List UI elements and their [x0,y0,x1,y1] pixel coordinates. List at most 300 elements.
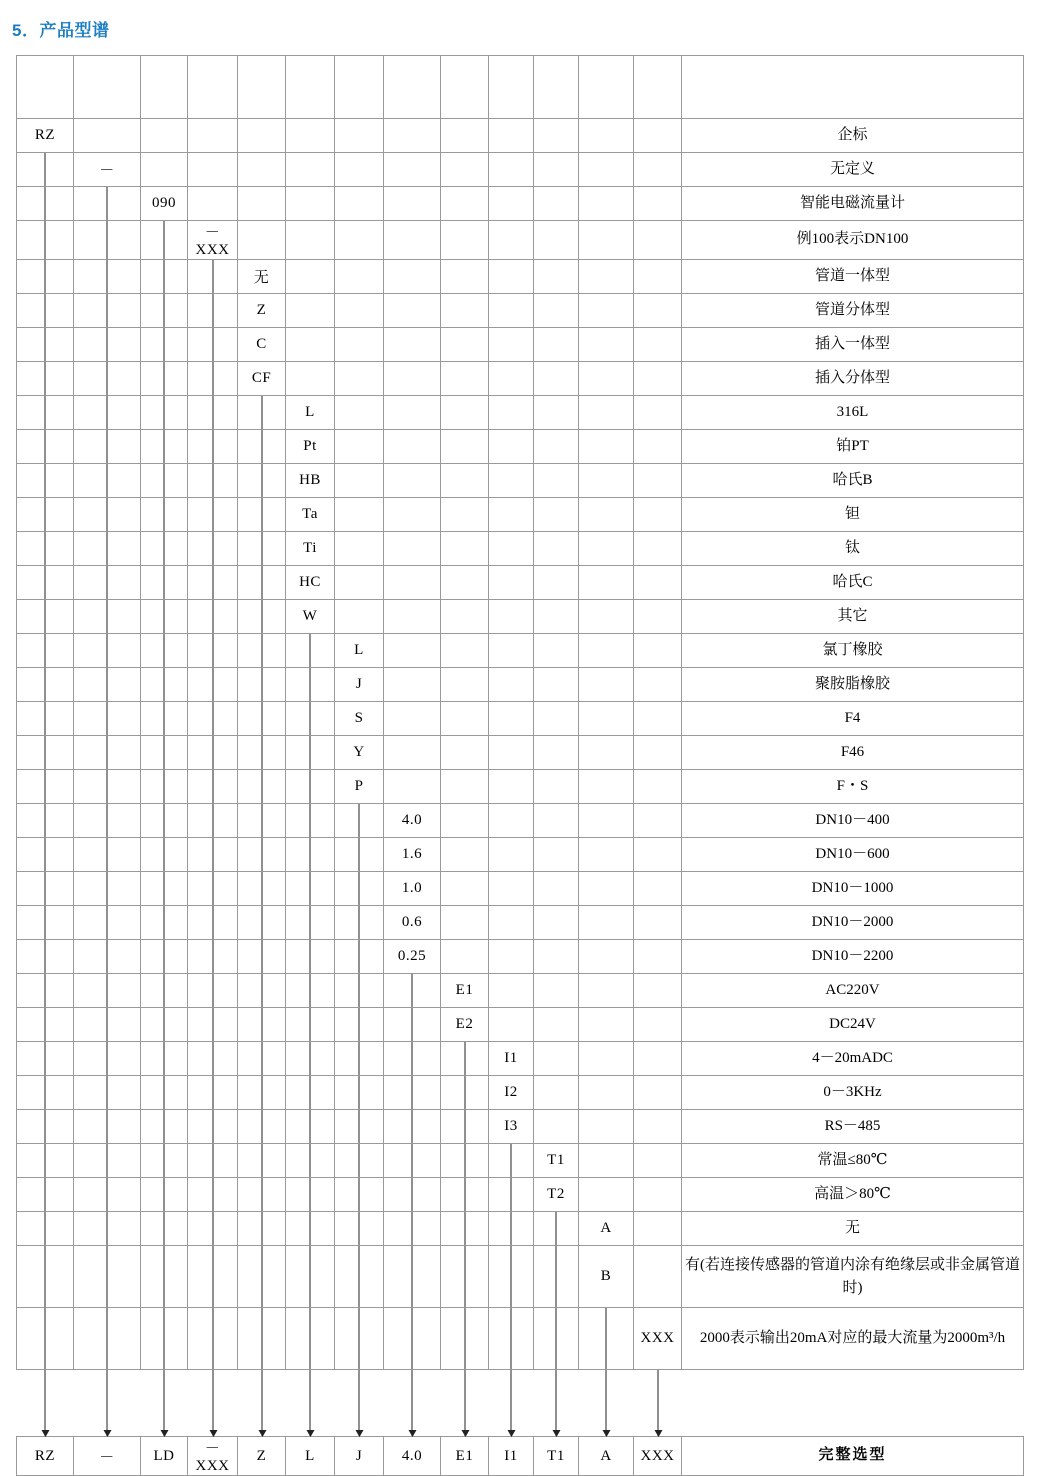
connector-line [212,1246,213,1307]
connector-cell [74,1178,141,1212]
connector-line [261,396,262,429]
empty-cell [335,566,384,600]
empty-cell [534,532,579,566]
connector-line [261,872,262,905]
empty-cell [579,328,634,362]
connector-line [212,974,213,1007]
connector-cell [141,906,188,940]
connector-line [107,940,108,973]
connector-line [164,1246,165,1307]
connector-cell [384,1110,441,1144]
code-cell: P [335,770,384,804]
description-cell: F4 [682,702,1024,736]
connector-cell [238,838,286,872]
empty-cell [238,187,286,221]
description-cell: 插入一体型 [682,328,1024,362]
arrow-cell [384,1370,441,1437]
connector-line [261,1076,262,1109]
connector-line [261,668,262,701]
connector-line [164,906,165,939]
empty-cell [335,600,384,634]
connector-cell [238,430,286,464]
connector-line [464,1246,465,1307]
empty-cell [335,362,384,396]
connector-line [164,498,165,531]
col-header-temperature: 温度 [534,56,579,119]
empty-cell [579,974,634,1008]
empty-cell [634,634,682,668]
connector-cell [534,1308,579,1370]
empty-cell [286,260,335,294]
connector-line [45,668,46,701]
connector-cell [238,974,286,1008]
empty-cell [489,838,534,872]
connector-cell [74,187,141,221]
connector-cell [238,770,286,804]
connector-cell [17,804,74,838]
final-code-cell: I1 [489,1437,534,1476]
connector-line [45,634,46,667]
connector-cell [74,838,141,872]
connector-cell [238,804,286,838]
connector-cell [286,634,335,668]
connector-line [45,464,46,497]
connector-line [164,1110,165,1143]
connector-cell [141,464,188,498]
connector-cell [441,1308,489,1370]
connector-line [412,1212,413,1245]
connector-cell [489,1308,534,1370]
description-cell: F46 [682,736,1024,770]
table-row [17,736,1024,770]
connector-cell [384,1042,441,1076]
connector-cell [74,1008,141,1042]
empty-cell [188,153,238,187]
col-header-structure: 结构 形式 [188,56,238,119]
connector-line [164,328,165,361]
connector-line [212,1008,213,1041]
connector-cell [74,498,141,532]
connector-cell [188,362,238,396]
table-row [17,119,1024,153]
empty-cell [384,668,441,702]
empty-cell [384,736,441,770]
description-cell: 企标 [682,119,1024,153]
empty-cell [489,260,534,294]
empty-cell [534,940,579,974]
connector-line [164,974,165,1007]
final-code-cell: XXX [634,1437,682,1476]
connector-line [45,260,46,293]
table-row [17,940,1024,974]
connector-line [107,1178,108,1211]
connector-line [511,1308,512,1369]
empty-cell [534,119,579,153]
empty-cell [489,119,534,153]
empty-cell [286,328,335,362]
code-cell: 1.6 [384,838,441,872]
connector-cell [17,770,74,804]
connector-cell [17,1008,74,1042]
connector-cell [141,1308,188,1370]
empty-cell [634,430,682,464]
connector-cell [335,1144,384,1178]
connector-line [212,566,213,599]
connector-line [164,1042,165,1075]
connector-line [212,770,213,803]
table-row [17,294,1024,328]
description-cell: 钽 [682,498,1024,532]
connector-cell [141,1008,188,1042]
connector-cell [74,872,141,906]
code-cell: B [579,1246,634,1308]
connector-line [45,566,46,599]
arrow-row [17,1370,1024,1437]
connector-cell [188,328,238,362]
connector-line [261,600,262,633]
empty-cell [489,328,534,362]
empty-cell [441,600,489,634]
connector-cell [141,872,188,906]
connector-cell [141,634,188,668]
empty-cell [141,119,188,153]
connector-line [412,1144,413,1177]
connector-cell [74,396,141,430]
connector-cell [238,1042,286,1076]
connector-cell [188,1246,238,1308]
connector-cell [335,1246,384,1308]
empty-cell [384,153,441,187]
connector-line [107,430,108,463]
connector-cell [188,1308,238,1370]
table-row [17,1008,1024,1042]
connector-line [212,1076,213,1109]
arrow-cell [188,1370,238,1437]
empty-cell [534,430,579,464]
connector-cell [238,634,286,668]
connector-line [164,1308,165,1369]
connector-cell [141,974,188,1008]
connector-cell [384,1178,441,1212]
empty-cell [335,119,384,153]
connector-line [412,1308,413,1369]
connector-line [556,1212,557,1245]
arrow-cell [238,1370,286,1437]
connector-line [45,736,46,769]
connector-line [212,430,213,463]
connector-line [107,294,108,327]
connector-cell [17,838,74,872]
connector-line [212,634,213,667]
connector-line [107,906,108,939]
connector-cell [17,974,74,1008]
empty-cell [579,362,634,396]
code-cell: I1 [489,1042,534,1076]
empty-cell [489,221,534,260]
connector-cell [286,1008,335,1042]
connector-line [164,1212,165,1245]
col-header-lining-material: 内衬 材料 [335,56,384,119]
empty-cell [634,328,682,362]
empty-cell [634,906,682,940]
connector-cell [74,702,141,736]
connector-line [310,838,311,871]
final-code-cell: RZ [17,1437,74,1476]
empty-cell [489,770,534,804]
empty-cell [335,221,384,260]
col-header-grounding: 接地环 /接地电 极 [579,56,634,119]
empty-cell [441,294,489,328]
connector-cell [188,906,238,940]
empty-cell [335,153,384,187]
connector-cell [141,736,188,770]
connector-line [412,1110,413,1143]
connector-cell [17,498,74,532]
empty-cell [579,430,634,464]
connector-line [412,1008,413,1041]
code-cell: －XXX [188,221,238,260]
connector-line [45,430,46,463]
connector-line [45,702,46,735]
empty-cell [579,872,634,906]
final-code-cell: L [286,1437,335,1476]
connector-line [164,566,165,599]
empty-cell [634,702,682,736]
connector-line [359,1110,360,1143]
empty-cell [634,498,682,532]
table-row [17,260,1024,294]
connector-line [45,940,46,973]
empty-cell [634,736,682,770]
connector-line [511,1144,512,1177]
empty-cell [634,940,682,974]
table-row [17,770,1024,804]
connector-line [606,1308,607,1369]
connector-cell [74,1144,141,1178]
down-arrow-icon [511,1370,512,1436]
connector-line [107,1308,108,1369]
connector-line [164,1076,165,1109]
empty-cell [634,566,682,600]
empty-cell [286,362,335,396]
connector-line [212,532,213,565]
empty-cell [634,872,682,906]
empty-cell [441,566,489,600]
connector-cell [17,532,74,566]
connector-line [359,1144,360,1177]
empty-cell [634,668,682,702]
empty-cell [579,1042,634,1076]
down-arrow-icon [606,1370,607,1436]
connector-line [310,770,311,803]
empty-cell [634,804,682,838]
connector-cell [238,1212,286,1246]
empty-cell [534,396,579,430]
table-body [17,119,1024,1476]
connector-cell [141,566,188,600]
empty-cell [634,153,682,187]
empty-cell [579,634,634,668]
empty-cell [634,1076,682,1110]
connector-cell [238,872,286,906]
empty-cell [335,532,384,566]
connector-line [212,804,213,837]
code-cell: E2 [441,1008,489,1042]
connector-line [261,1008,262,1041]
empty-cell [534,1008,579,1042]
connector-line [212,1212,213,1245]
connector-cell [238,498,286,532]
connector-cell [188,838,238,872]
connector-cell [238,906,286,940]
empty-cell [441,187,489,221]
description-cell: 无 [682,1212,1024,1246]
connector-line [310,906,311,939]
connector-line [45,396,46,429]
code-cell: HC [286,566,335,600]
description-cell: RS－485 [682,1110,1024,1144]
page-title: 5．产品型谱 [12,21,110,40]
connector-cell [141,600,188,634]
connector-cell [238,1076,286,1110]
connector-line [464,1212,465,1245]
connector-line [261,1308,262,1369]
empty-cell [286,294,335,328]
empty-cell [534,1042,579,1076]
description-cell: 4－20mADC [682,1042,1024,1076]
empty-cell [634,187,682,221]
connector-cell [141,1212,188,1246]
connector-cell [188,1144,238,1178]
connector-line [359,906,360,939]
empty-cell [286,119,335,153]
empty-cell [335,328,384,362]
empty-cell [634,1008,682,1042]
empty-cell [634,532,682,566]
empty-cell [286,153,335,187]
description-cell: 0－3KHz [682,1076,1024,1110]
description-cell: 高温＞80℃ [682,1178,1024,1212]
empty-cell [534,260,579,294]
connector-cell [335,1308,384,1370]
empty-cell [634,464,682,498]
connector-cell [17,362,74,396]
connector-line [261,1246,262,1307]
connector-cell [188,1178,238,1212]
connector-cell [188,668,238,702]
connector-line [164,532,165,565]
connector-line [261,838,262,871]
connector-cell [286,668,335,702]
connector-cell [188,804,238,838]
final-code-cell: J [335,1437,384,1476]
empty-cell [286,221,335,260]
final-code-cell: A [579,1437,634,1476]
empty-cell [384,119,441,153]
empty-cell [634,1212,682,1246]
connector-line [412,1246,413,1307]
connector-cell [141,430,188,464]
connector-cell [188,872,238,906]
col-header-power-supply: 供电 电源 [441,56,489,119]
connector-cell [286,1308,335,1370]
empty-cell [489,804,534,838]
connector-cell [335,1110,384,1144]
connector-cell [17,1076,74,1110]
connector-line [107,498,108,531]
col-header-qibiao: 企标 [17,56,74,119]
connector-line [310,1308,311,1369]
connector-cell [238,736,286,770]
code-cell: Z [238,294,286,328]
connector-cell [17,221,74,260]
table-row [17,1308,1024,1370]
code-cell: 4.0 [384,804,441,838]
connector-cell [188,294,238,328]
code-cell: I2 [489,1076,534,1110]
connector-cell [286,974,335,1008]
table-row [17,566,1024,600]
empty-cell [489,736,534,770]
connector-line [359,1042,360,1075]
connector-cell [141,940,188,974]
connector-line [164,260,165,293]
connector-cell [441,1178,489,1212]
description-cell: DC24V [682,1008,1024,1042]
connector-cell [74,1110,141,1144]
description-cell: DN10－2200 [682,940,1024,974]
connector-line [45,1246,46,1307]
connector-line [359,1008,360,1041]
connector-line [310,804,311,837]
empty-cell [534,600,579,634]
connector-line [310,1110,311,1143]
empty-cell [534,804,579,838]
connector-cell [441,1144,489,1178]
table-row [17,430,1024,464]
down-arrow-icon [359,1370,360,1436]
empty-cell [634,396,682,430]
down-arrow-icon [310,1370,311,1436]
connector-line [45,770,46,803]
empty-cell [579,736,634,770]
description-cell: DN10－600 [682,838,1024,872]
connector-cell [441,1110,489,1144]
table-row [17,498,1024,532]
connector-line [212,872,213,905]
table-row [17,1110,1024,1144]
empty-cell [579,600,634,634]
col-header-model: 型号 [141,56,188,119]
connector-cell [141,1042,188,1076]
connector-line [412,1076,413,1109]
connector-cell [74,770,141,804]
connector-line [45,1178,46,1211]
empty-cell [489,430,534,464]
connector-cell [188,498,238,532]
table-row [17,1076,1024,1110]
connector-line [310,736,311,769]
empty-cell [579,464,634,498]
empty-cell [634,294,682,328]
code-cell: RZ [17,119,74,153]
empty-cell [384,430,441,464]
table-row [17,1144,1024,1178]
description-cell: DN10－400 [682,804,1024,838]
connector-cell [17,668,74,702]
connector-line [261,940,262,973]
empty-cell [441,221,489,260]
